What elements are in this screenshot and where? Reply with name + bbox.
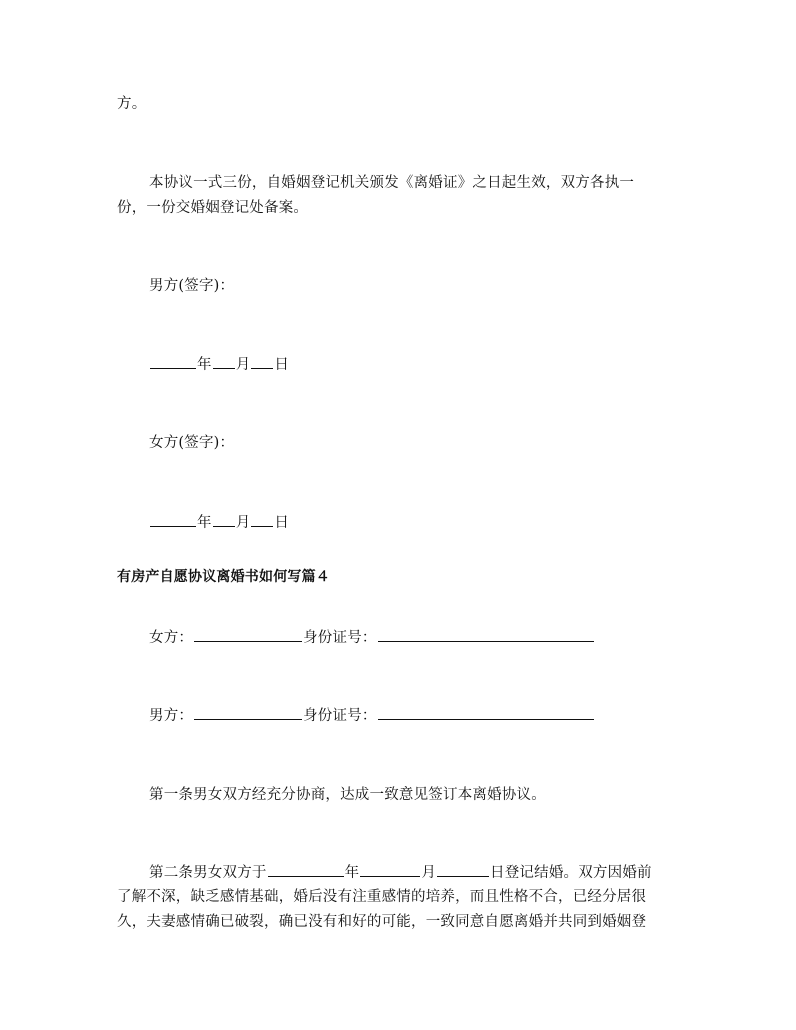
female-id-blank <box>378 625 594 642</box>
year-blank <box>150 352 196 369</box>
female-signature-date <box>149 510 289 535</box>
article-2-line-3: 久，夫妻感情确已破裂，确已没有和好的可能，一致同意自愿离婚并共同到婚姻登 <box>117 914 647 930</box>
male-id-label: 身份证号： <box>303 708 377 724</box>
male-party-label: 男方： <box>149 708 194 724</box>
year-blank <box>150 510 196 527</box>
section-heading: 有房产自愿协议离婚书如何写篇４ <box>117 569 330 585</box>
marriage-day-blank <box>437 860 489 877</box>
month-label: 月 <box>235 357 251 373</box>
month-blank <box>213 510 235 527</box>
year-label: 年 <box>197 515 212 531</box>
article-2-day-suffix: 日登记结婚。双方因婚前 <box>490 865 652 881</box>
validity-clause-line-2: 份，一份交婚姻登记处备案。 <box>117 200 309 216</box>
male-signature-label: 男方(签字)： <box>149 278 235 294</box>
day-blank <box>251 352 273 369</box>
month-label: 月 <box>235 515 251 531</box>
male-name-blank <box>194 703 302 720</box>
female-id-label: 身份证号： <box>303 630 377 646</box>
article-2-prefix: 第二条男女双方于 <box>149 865 267 881</box>
female-signature-label: 女方(签字)： <box>149 435 235 451</box>
day-label: 日 <box>274 515 290 531</box>
male-id-blank <box>378 703 594 720</box>
female-party-label: 女方： <box>149 630 194 646</box>
year-label: 年 <box>197 357 212 373</box>
article-2-line-1 <box>149 860 652 885</box>
article-1: 第一条男女双方经充分协商，达成一致意见签订本离婚协议。 <box>149 787 546 803</box>
male-party-line <box>149 703 595 728</box>
marriage-year-label: 年 <box>344 865 360 881</box>
day-blank <box>251 510 273 527</box>
day-label: 日 <box>274 357 290 373</box>
validity-clause-line-1: 本协议一式三份，自婚姻登记机关颁发《离婚证》之日起生效，双方各执一 <box>149 175 635 191</box>
female-name-blank <box>194 625 302 642</box>
male-signature-date <box>149 352 289 377</box>
female-party-line <box>149 625 595 650</box>
marriage-year-blank <box>268 860 344 877</box>
marriage-month-label: 月 <box>421 865 437 881</box>
article-2-line-2: 了解不深，缺乏感情基础，婚后没有注重感情的培养，而且性格不合，已经分居很 <box>117 889 647 905</box>
month-blank <box>213 352 235 369</box>
marriage-month-blank <box>360 860 420 877</box>
paragraph-ending: 方。 <box>117 96 147 112</box>
